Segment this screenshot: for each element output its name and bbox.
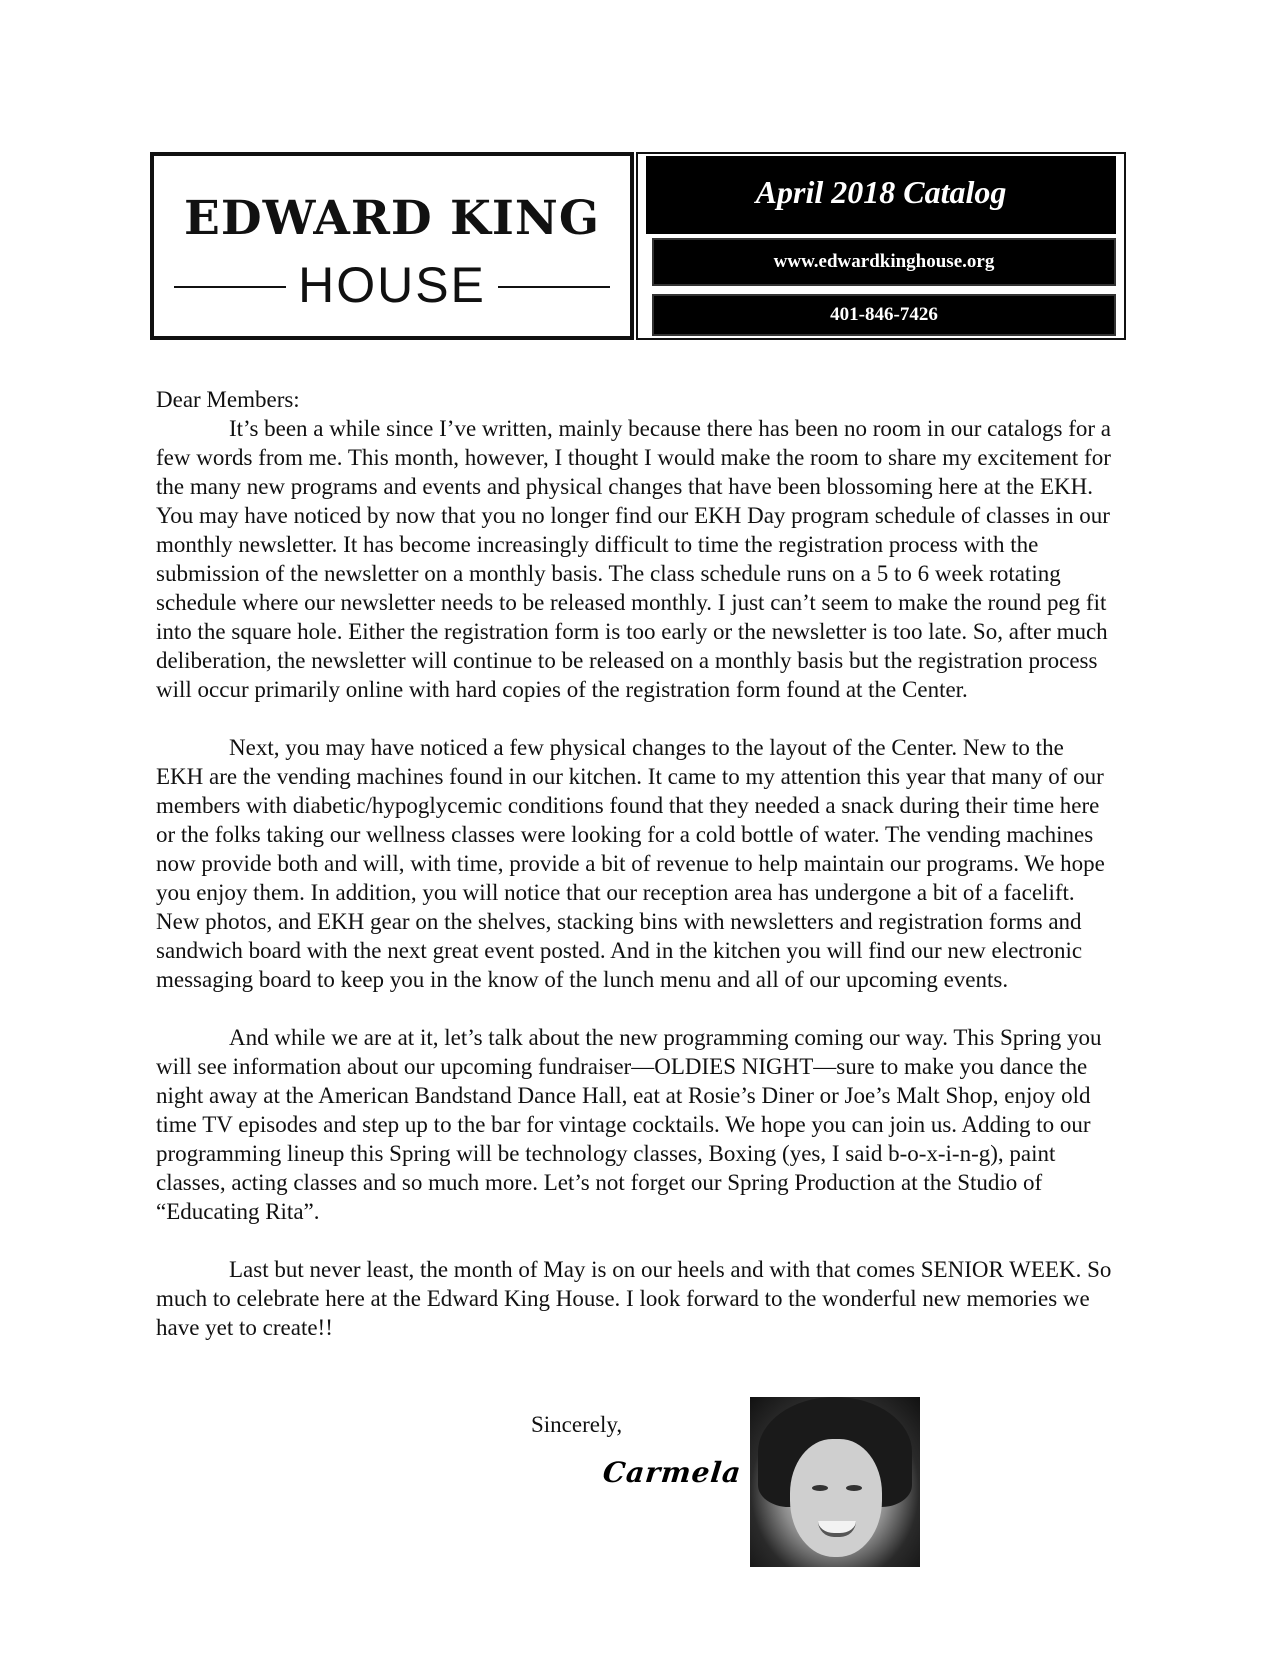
paragraph-3: And while we are at it, let’s talk about the new programming coming our way. This Spring you will see information about our upcoming fundraiser—OLDIES NIGHT—sure to make you dance the night away at the American Bandstand Dance Hall, eat at Rosie’s Diner or Joe’s Malt Shop, enjoy old time TV episodes and step up to the bar for vintage cocktails. We hope you can join us. Adding to our programming lineup this Spring will be technology classes, Boxing (yes, I said b-o-x-i-n-g), paint classes, acting classes and so much more. Let’s not forget our Spring Production at the Studio of “Educating Rita”.	[156, 1025, 1102, 1224]
paragraph-4: Last but never least, the month of May is on our heels and with that comes SENIOR WEEK. So much to celebrate here at the Edward King House. I look forward to the wonderful new memories we have yet to create!!	[156, 1257, 1112, 1340]
website-link[interactable]: www.edwardkinghouse.org	[652, 238, 1116, 286]
catalog-info-box	[636, 152, 1126, 340]
letter-body	[156, 385, 1116, 1371]
catalog-title: April 2018 Catalog	[646, 156, 1116, 234]
logo	[150, 152, 634, 340]
closing: Sincerely,	[531, 1412, 623, 1437]
phone-number: 401-846-7426	[652, 294, 1116, 336]
signature: Carmela	[601, 1456, 744, 1489]
paragraph-2: Next, you may have noticed a few physical changes to the layout of the Center. New to the EKH are the vending machines found in our kitchen. It came to my attention this year that many of our members with diabetic/hypoglycemic conditions found that they needed a snack during their time here or the folks taking our wellness classes were looking for a cold bottle of water. The vending machines now provide both and will, with time, provide a bit of revenue to help maintain our programs. We hope you enjoy them. In addition, you will notice that our reception area has undergone a bit of a facelift. New photos, and EKH gear on the shelves, stacking bins with newsletters and registration forms and sandwich board with the next great event posted. And in the kitchen you will find our new electronic messaging board to keep you in the know of the lunch menu and all of our upcoming events.	[156, 735, 1105, 992]
logo-subtitle-row	[172, 256, 612, 316]
paragraph-1: It’s been a while since I’ve written, mainly because there has been no room in our catalogs for a few words from me. This month, however, I thought I would make the room to share my excitement for the many new programs and events and physical changes that have been blossoming here at the EKH. You may have noticed by now that you no longer find our EKH Day program schedule of classes in our monthly newsletter. It has become increasingly difficult to time the registration process with the submission of the newsletter on a monthly basis. The class schedule runs on a 5 to 6 week rotating schedule where our newsletter needs to be released monthly. I just can’t seem to make the round peg fit into the square hole. Either the registration form is too early or the newsletter is too late. So, after much deliberation, the newsletter will continue to be released on a monthly basis but the registration process will occur primarily online with hard copies of the registration form found at the Center.	[156, 416, 1111, 702]
logo-subtitle: HOUSE	[298, 257, 486, 313]
logo-title: EDWARD KING	[184, 191, 600, 246]
salutation: Dear Members:	[156, 387, 300, 412]
photo-eye-right	[846, 1485, 862, 1491]
photo-eye-left	[812, 1485, 828, 1491]
author-photo	[750, 1397, 920, 1567]
photo-face	[790, 1439, 882, 1557]
logo-rule-right	[498, 286, 610, 288]
